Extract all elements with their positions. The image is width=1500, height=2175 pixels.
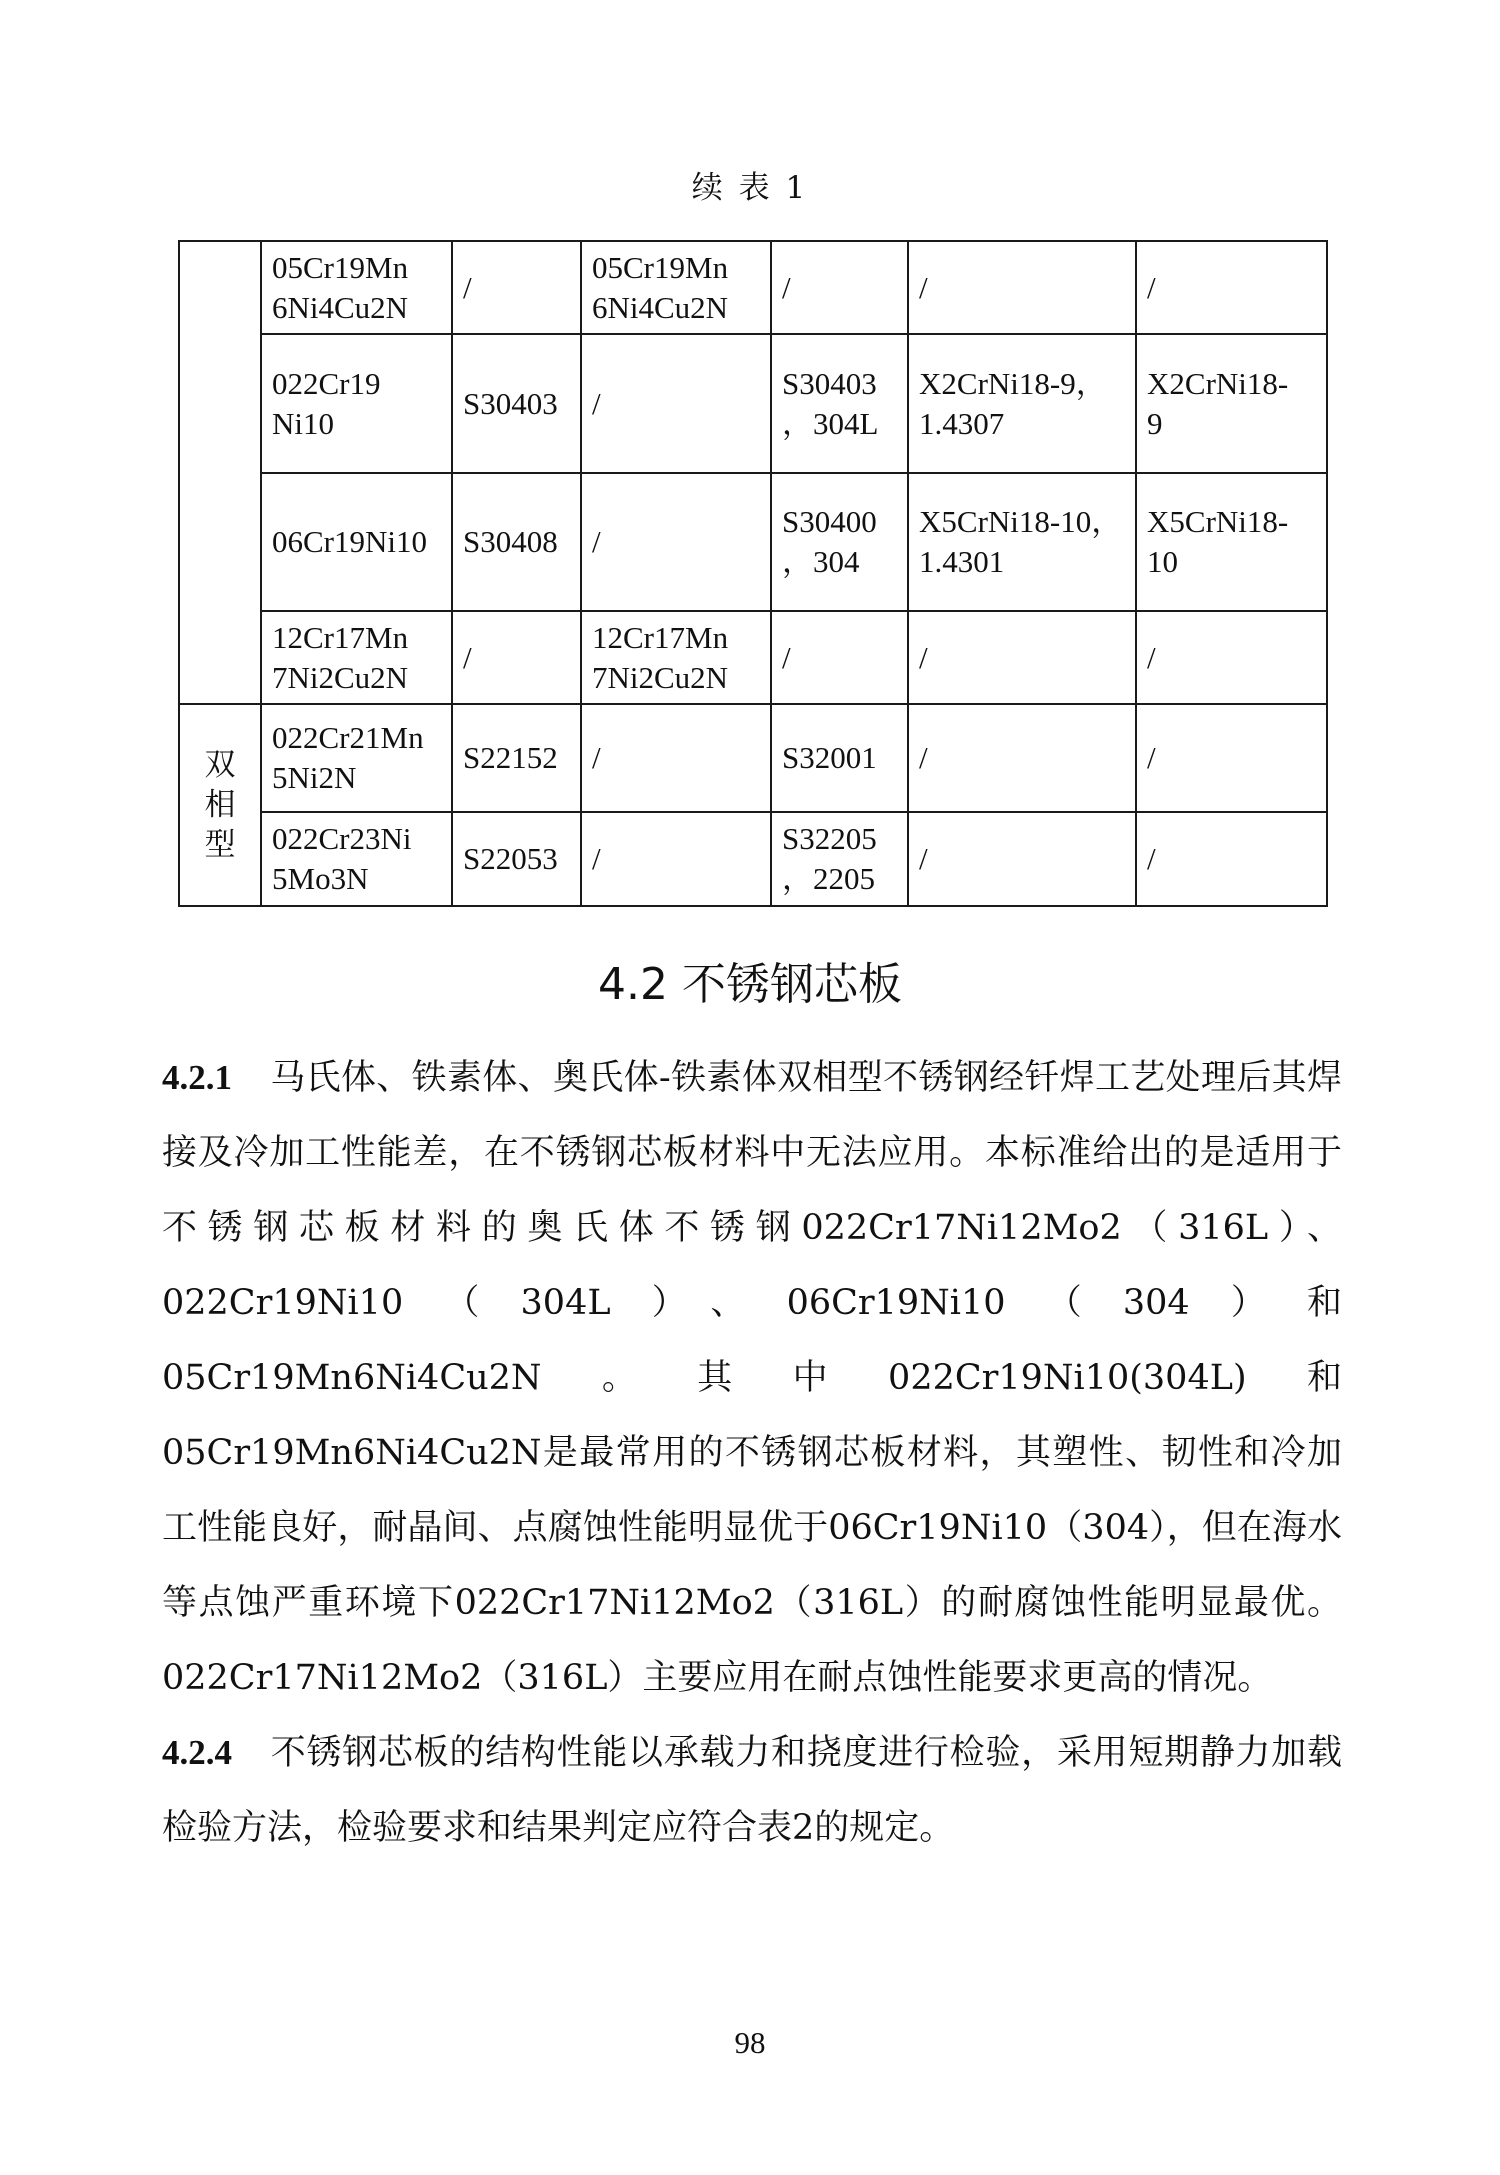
table-cell: S32001: [771, 704, 908, 812]
table-cell: 05Cr19Mn 6Ni4Cu2N: [581, 241, 771, 334]
paragraph-4-2-4: [162, 1715, 1342, 1866]
table-cell: /: [771, 611, 908, 704]
table-cell: 06Cr19Ni10: [261, 473, 452, 611]
table-row: [179, 704, 1327, 812]
table-cell: /: [452, 241, 581, 334]
paragraph-text: 不锈钢芯板的结构性能以承载力和挠度进行检验，采用短期静力加载检验方法，检验要求和结果判定应符合表2的规定。: [162, 1733, 1342, 1848]
table-cell: /: [581, 704, 771, 812]
table-row: [179, 241, 1327, 334]
table-cell-group-empty: [179, 241, 261, 704]
table-cell: /: [771, 241, 908, 334]
table-cell: /: [1136, 812, 1327, 906]
table-cell: S30403: [452, 334, 581, 473]
table-cell: /: [1136, 611, 1327, 704]
section-heading: 4.2 不锈钢芯板: [598, 959, 902, 1010]
table-cell: X5CrNi18- 10: [1136, 473, 1327, 611]
table-cell: /: [452, 611, 581, 704]
table-cell: /: [1136, 241, 1327, 334]
table-cell: X5CrNi18-10， 1.4301: [908, 473, 1136, 611]
table-cell: 05Cr19Mn 6Ni4Cu2N: [261, 241, 452, 334]
page-number: 98: [734, 2025, 766, 2060]
table-cell: S30403 ，304L: [771, 334, 908, 473]
table-cell: /: [908, 241, 1136, 334]
table-cell: 022Cr23Ni 5Mo3N: [261, 812, 452, 906]
table-cell: S30408: [452, 473, 581, 611]
table-cell: 022Cr19 Ni10: [261, 334, 452, 473]
table-cell: 12Cr17Mn 7Ni2Cu2N: [581, 611, 771, 704]
table-row: [179, 812, 1327, 906]
steel-grade-table: [178, 240, 1328, 907]
table-cell: 022Cr21Mn 5Ni2N: [261, 704, 452, 812]
table-cell: /: [581, 473, 771, 611]
clause-number: 4.2.1: [162, 1058, 232, 1097]
table-cell: /: [1136, 704, 1327, 812]
table-cell: X2CrNi18- 9: [1136, 334, 1327, 473]
table-row: [179, 473, 1327, 611]
table-cell: /: [581, 334, 771, 473]
table-row: [179, 611, 1327, 704]
table-row: [179, 334, 1327, 473]
table-cell: 12Cr17Mn 7Ni2Cu2N: [261, 611, 452, 704]
table-cell: /: [581, 812, 771, 906]
table-caption: 续 表 1: [691, 170, 809, 206]
clause-number: 4.2.4: [162, 1733, 232, 1772]
table-cell: S22053: [452, 812, 581, 906]
paragraph-text: 马氏体、铁素体、奥氏体-铁素体双相型不锈钢经钎焊工艺处理后其焊接及冷加工性能差，在不锈钢芯板材料中无法应用。本标准给出的是适用于不锈钢芯板材料的奥氏体不锈钢022Cr17Ni12Mo2（316L）、022Cr19Ni10（304L）、06Cr19Ni10（304）和05Cr19Mn6Ni4Cu2N。其中022Cr19Ni10(304L)和05Cr19Mn6Ni4Cu2N是最常用的不锈钢芯板材料，其塑性、韧性和冷加工性能良好，耐晶间、点腐蚀性能明显优于06Cr19Ni10（304），但在海水等点蚀严重环境下022Cr17Ni12Mo2（316L）的耐腐蚀性能明显最优。022Cr17Ni12Mo2（316L）主要应用在耐点蚀性能要求更高的情况。: [162, 1058, 1342, 1698]
table-cell-group-label: 双 相 型: [179, 704, 261, 906]
table-cell: S32205 ，2205: [771, 812, 908, 906]
table-cell: S30400 ，304: [771, 473, 908, 611]
paragraph-4-2-1: [162, 1040, 1342, 1716]
table-cell: S22152: [452, 704, 581, 812]
table-cell: /: [908, 611, 1136, 704]
table-cell: /: [908, 812, 1136, 906]
table-cell: X2CrNi18-9， 1.4307: [908, 334, 1136, 473]
table-cell: /: [908, 704, 1136, 812]
